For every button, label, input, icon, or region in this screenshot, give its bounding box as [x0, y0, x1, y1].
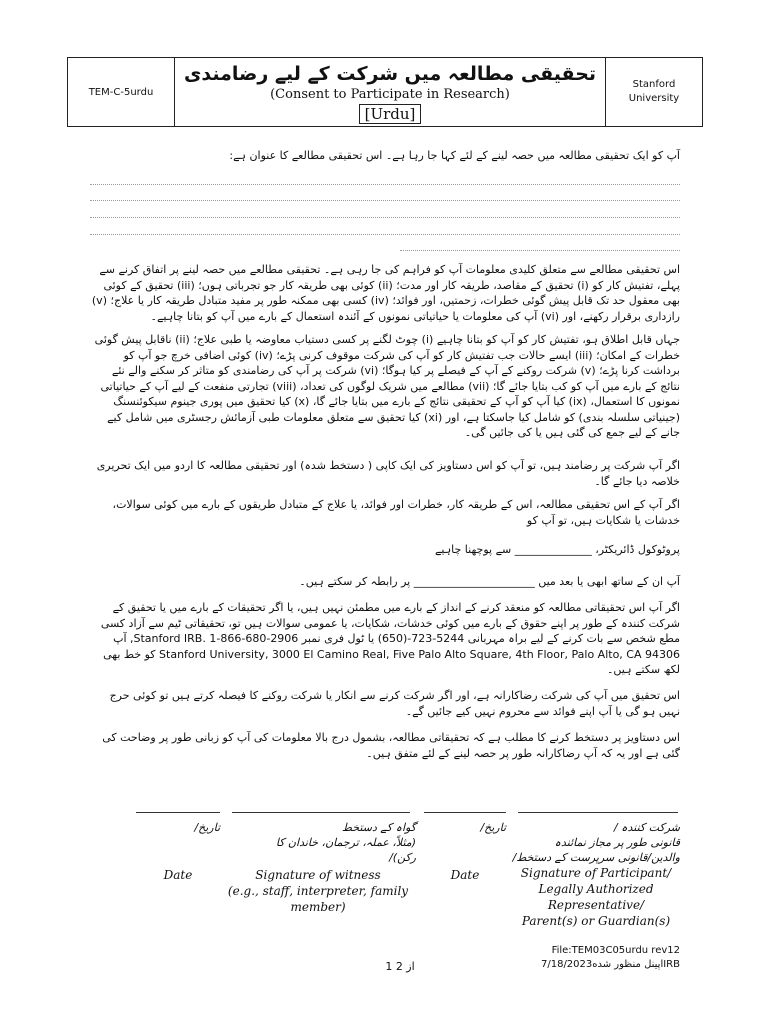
participant-english-2: Legally Authorized	[538, 882, 654, 896]
participant-signature-line[interactable]	[518, 812, 678, 813]
witness-english-3: member)	[290, 900, 346, 914]
voluntary-paragraph: اس تحقیق میں آپ کی شرکت رضاکارانہ ہے، اور اگر شرکت کرنے سے انکار یا شرکت روکنے کا فیصلہ کرتے ہیں تو کوئی حرج نہیں ہو گی یا آپ اپنے فوائد سے محروم نہیں کیے جائیں گے۔	[109, 689, 680, 718]
institution	[606, 58, 702, 126]
key-info-paragraph: اس تحقیقی مطالعے سے متعلق کلیدی معلومات آپ کو فراہم کی جا رہی ہے۔ تحقیقی مطالعے میں حصہ لینے پر اتفاق کرنے سے پہلے، تفتیش کار کو (i) تحقیق کے مقاصد، طریقہ کار اور مدت؛ (ii) کوئی بھی طریقہ کار جو تجرباتی ہوں؛ (iii) تحقیق کے کوئی بھی معقول حد تک قابل پیش گوئی خطرات، زحمتیں، اور فوائد؛ (iv) کسی بھی ممکنہ طور پر مفید متبادل طریقہ کار یا علاج؛ (v) رازداری برقرار رکھنے، اور (vi) آپ کی معلومات یا حیاتیاتی نمونوں کے آئندہ استعمال کے بارے میں آپ کو بتانا چاہیے۔	[91, 263, 680, 323]
participant-english-1: Signature of Participant/	[520, 866, 672, 880]
participant-date-line[interactable]	[424, 812, 506, 813]
participant-english-4: Parent(s) or Guardian(s)	[521, 914, 671, 928]
form-id: TEM-C-5urdu	[68, 58, 175, 126]
copy-paragraph: اگر آپ شرکت پر رضامند ہیں، تو آپ کو اس دستاویز کی ایک کاپی ( دستخط شدہ) اور تحقیقی مطالعہ کا اردو میں ایک تحریری خلاصہ دیا جائے گا۔	[96, 459, 680, 488]
institution-line1: Stanford	[632, 79, 676, 90]
institution-line2: University	[628, 93, 680, 104]
participant-urdu-1: شرکت کنندہ /	[613, 821, 680, 834]
title-line-1[interactable]	[90, 184, 680, 185]
header-box	[67, 57, 703, 127]
witness-date-column	[136, 820, 220, 883]
title-block	[175, 58, 606, 126]
page-number: 1 از 2	[385, 960, 415, 973]
participant-english-3: Representative/	[547, 898, 645, 912]
title-language: [Urdu]	[359, 104, 422, 124]
contact-line: آپ ان کے ساتھ ابھی یا بعد میں ______________________ پر رابطہ کر سکتے ہیں۔	[299, 575, 680, 588]
participant-urdu-3: والدین/قانونی سرپرست کے دستخط/	[512, 851, 680, 864]
title-line-5[interactable]	[400, 250, 680, 251]
applicable-info-paragraph: جہاں قابل اطلاق ہو، تفتیش کار کو آپ کو بتانا چاہیے (i) چوٹ لگنے پر کسی دستیاب معاوضہ یا طبی علاج؛ (ii) ناقابل پیش گوئی خطرات کے امکان؛ (iii) ایسے حالات جب تفتیش کار کو آپ کی شرکت موقوف کرنی پڑے؛ (iv) کوئی اضافی خرچ جو آپ کو برداشت کرنا پڑے؛ (v) شرکت روکنے کے آپ کے فیصلے پر کیا ہوگا؛ (vi) شرکت پر آپ کی رضامندی کو متاثر کر سکنے والے نئے نتائج کے بارے میں آپ کو کب بتایا جائے گا؛ (vii) مطالعے میں شریک لوگوں کی تعداد، (viii) تجارتی منفعت کے لیے آپ کے حیاتیاتی نمونوں کا استعمال، (ix) کیا آپ کو آپ کے تحقیقی نتائج کے بارے میں بتایا جائے گا، (x) کیا تحقیق میں پوری جینوم سیکوئنسنگ (جینیاتی سلسلہ بندی) کو شامل کیا جاسکتا ہے، اور (xi) کیا تحقیق سے متعلق معلومات طبی آزمائش رجسٹری میں شامل کیے جانے کے لیے جمع کی گئی ہیں یا کی جائیں گی۔	[94, 333, 680, 439]
witness-english-2: (e.g., staff, interpreter, family	[227, 884, 409, 898]
witness-urdu-3: رکن)/	[389, 851, 416, 864]
witness-signature-line[interactable]	[232, 812, 410, 813]
protocol-director-line: پروٹوکول ڈائریکٹر، ______________ سے پوچھنا چاہیے	[434, 543, 680, 556]
witness-signature-column	[220, 820, 416, 915]
title-line-3[interactable]	[90, 217, 680, 218]
witness-english-1: Signature of witness	[255, 868, 381, 882]
intro-text: آپ کو ایک تحقیقی مطالعہ میں حصہ لینے کے لئے کہا جا رہا ہے۔ اس تحقیقی مطالعے کا عنوان ہے:	[229, 149, 680, 162]
title-urdu: تحقیقی مطالعہ میں شرکت کے لیے رضامندی	[183, 63, 597, 85]
questions-paragraph: اگر آپ کے اس تحقیقی مطالعہ، اس کے طریقہ کار، خطرات اور فوائد، یا علاج کے متبادل طریقوں کے بارے میں کوئی سوالات، خدشات یا شکایات ہیں، تو آپ کو	[112, 498, 680, 527]
witness-urdu-2: (مثلاً، عملہ، ترجمان، خاندان کا	[275, 836, 416, 849]
title-line-4[interactable]	[90, 234, 680, 235]
participant-date-english: Date	[450, 868, 480, 882]
signing-paragraph: اس دستاویز پر دستخط کرنے کا مطلب ہے کہ تحقیقاتی مطالعہ، بشمول درج بالا معلومات کی آپ کو زبانی طور پر وضاحت کی گئی ہے اور یہ کہ آپ رضاکارانہ طور پر حصہ لینے کے لئے متفق ہیں۔	[102, 731, 680, 760]
title-line-2[interactable]	[90, 200, 680, 201]
witness-urdu-1: گواہ کے دستخط	[341, 821, 416, 834]
witness-date-urdu: تاریخ/	[194, 821, 220, 834]
participant-urdu-2: قانونی طور پر مجاز نمائندہ	[554, 836, 680, 849]
witness-date-line[interactable]	[136, 812, 220, 813]
title-english: (Consent to Participate in Research)	[270, 87, 510, 102]
file-reference: File:TEM03C05urdu rev12	[551, 945, 680, 956]
participant-date-urdu: تاریخ/	[480, 821, 506, 834]
irb-paragraph: اگر آپ اس تحقیقاتی مطالعہ کو منعقد کرنے کے انداز کے بارے میں مطمئن نہیں ہیں، یا اگر تحقیقات کے بارے میں یا تحقیق کے شرکت کنندہ کے طور پر اپنے حقوق کے بارے میں کوئی خدشات، شکایات، یا عمومی سوالات ہیں تو، تحقیقاتی ٹیم سے آزاد کسی مطع شخص سے بات کرنے کے لیے براہ مہربانی 5244-723-(650) یا ٹول فری نمبر 2906-680-866-1 .Stanford IRB, آپ Stanford University, 3000 El Camino Real, Five Palo Alto Square, 4th Floor, Palo Alto, CA 94306 کو خط بھی لکھ سکتے ہیں۔	[100, 601, 680, 676]
witness-date-english: Date	[163, 868, 193, 882]
participant-signature-column	[512, 820, 680, 929]
irb-approval: IRBاپینل منظور شده7/18/2023	[540, 959, 680, 970]
participant-date-column	[424, 820, 506, 883]
